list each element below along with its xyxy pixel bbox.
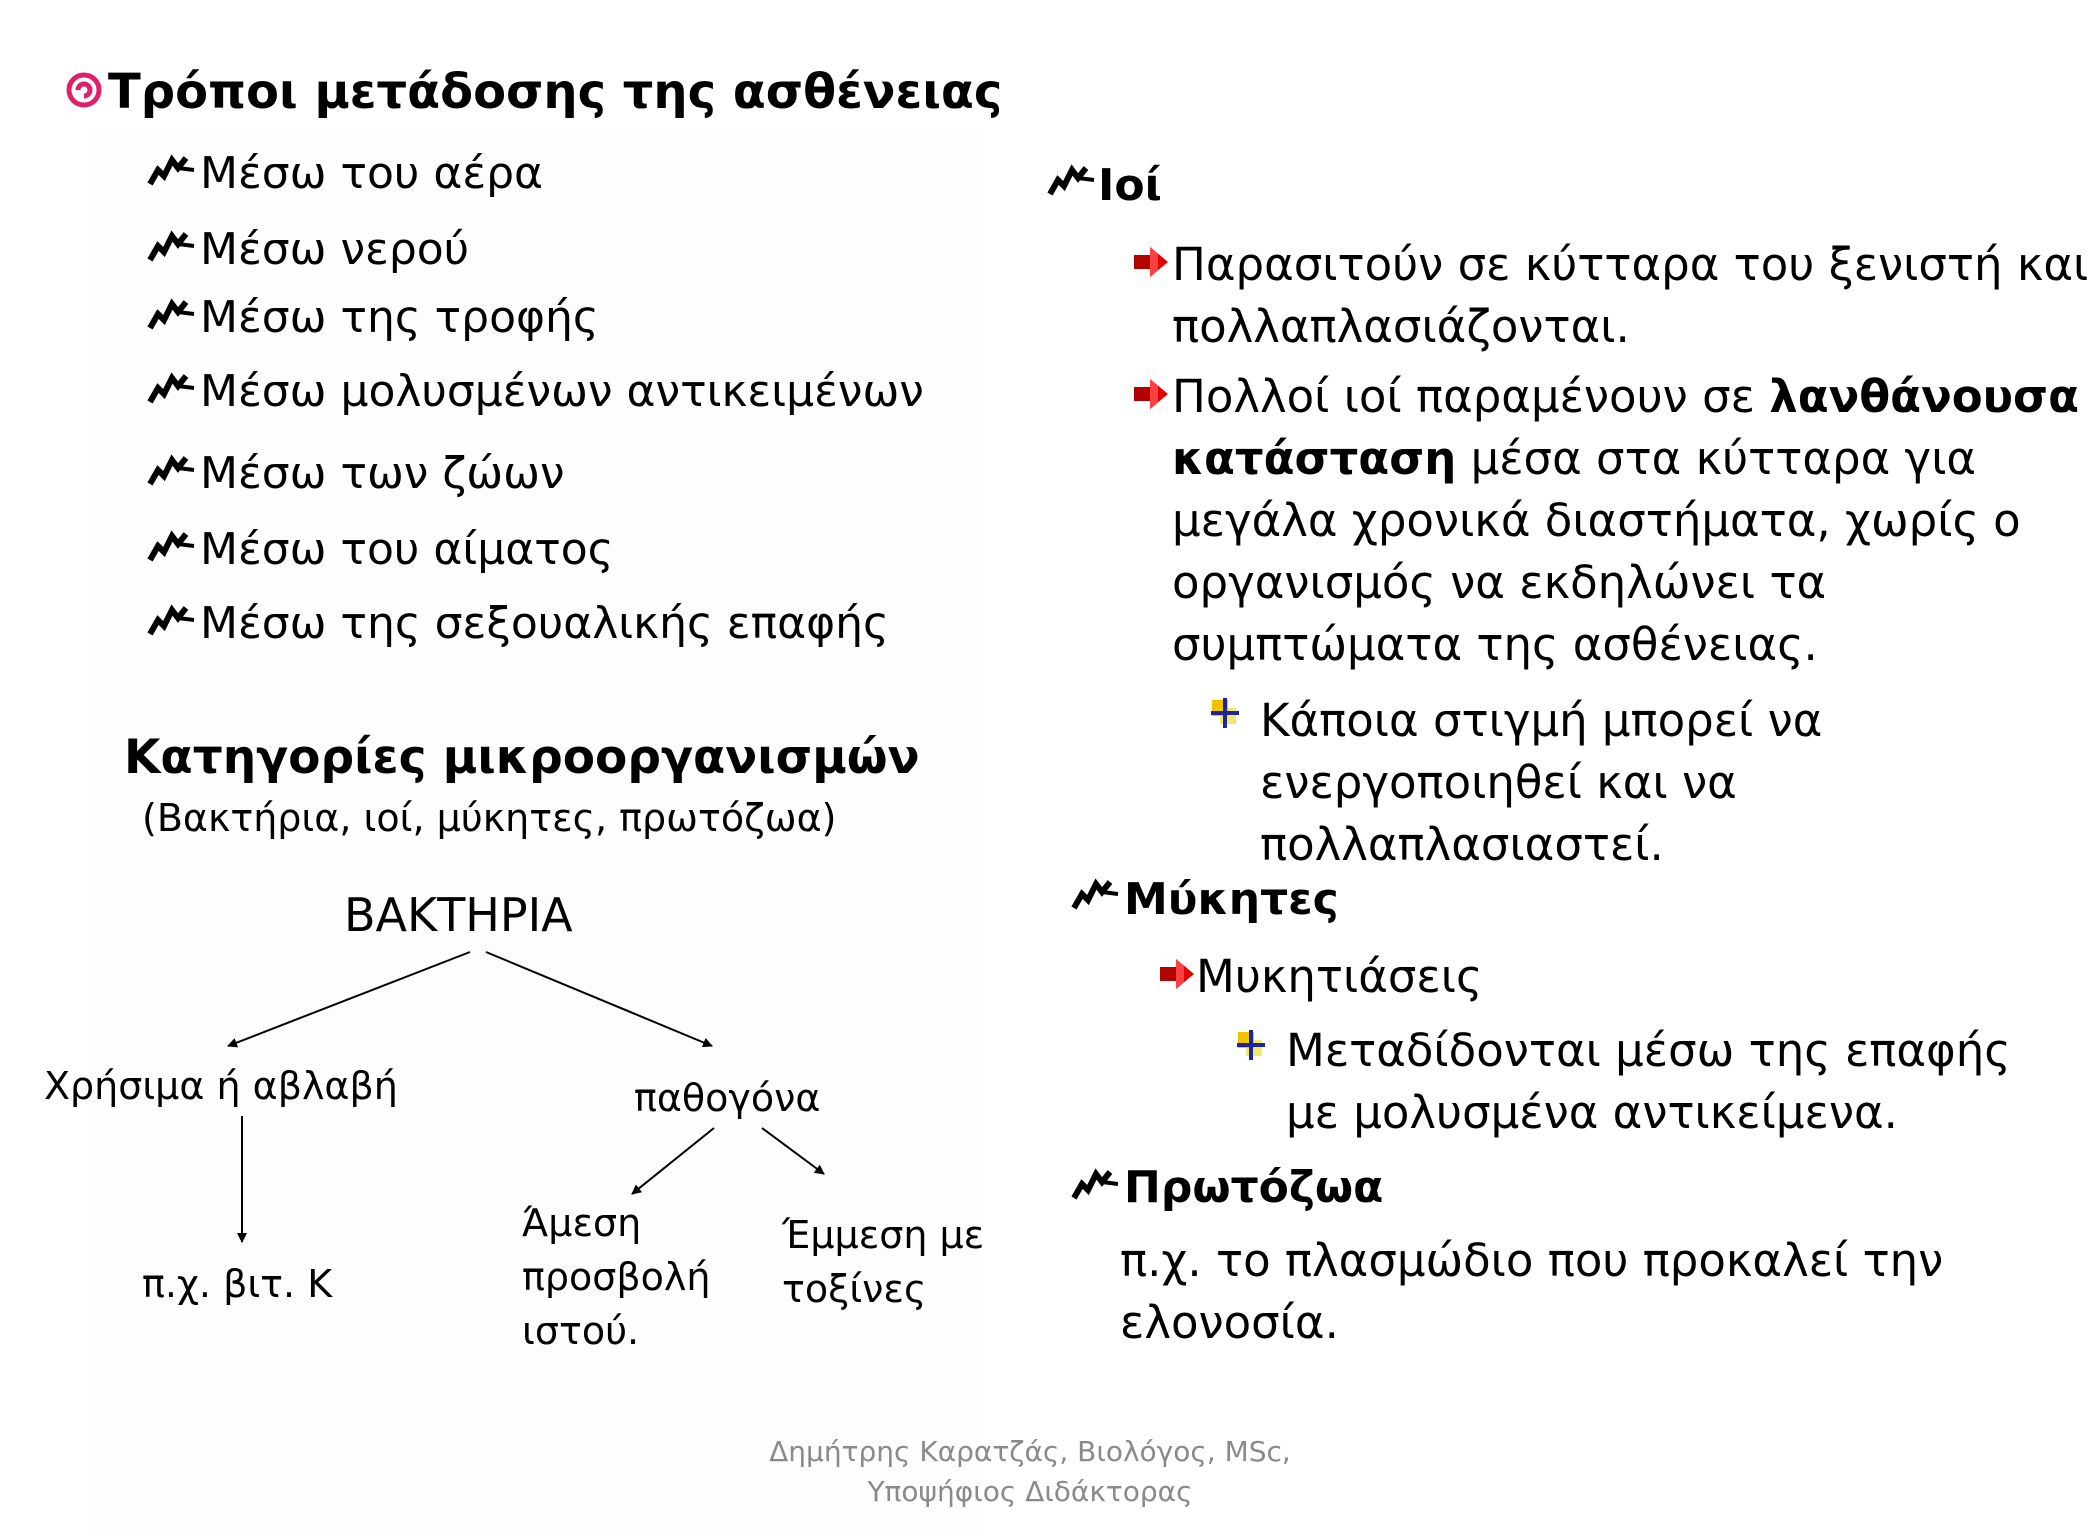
diagram-example: π.χ. βιτ. Κ bbox=[142, 1262, 333, 1306]
transmission-item: Μέσω του αέρα bbox=[200, 148, 544, 199]
transmission-item: Μέσω νερού bbox=[200, 224, 470, 275]
protozoa-heading: Πρωτόζωα bbox=[1124, 1162, 1384, 1213]
diagram-arrows bbox=[0, 0, 1003, 1400]
diagram-indirect: Έμμεση με τοξίνες bbox=[782, 1213, 985, 1311]
viruses-point-1: Παρασιτούν σε κύτταρα του ξενιστή και πολλαπλασιάζονται. bbox=[1172, 238, 2088, 353]
diagram-pathogenic: παθογόνα bbox=[634, 1076, 821, 1120]
categories-heading: Κατηγορίες μικροοργανισμών bbox=[124, 730, 920, 785]
red-arrow-bullet-icon bbox=[1134, 378, 1170, 410]
diagram-useful: Χρήσιμα ή αβλαβή bbox=[44, 1064, 398, 1108]
transmission-title: Τρόποι μετάδοσης της ασθένειας bbox=[108, 64, 1003, 120]
arrow-to-useful bbox=[228, 952, 470, 1046]
arrow-to-indirect bbox=[762, 1128, 824, 1174]
transmission-item: Μέσω της τροφής bbox=[200, 292, 599, 343]
scribble-bullet-icon bbox=[1048, 164, 1098, 200]
plus-bullet-icon bbox=[1236, 1030, 1266, 1060]
arrow-to-direct bbox=[632, 1128, 714, 1194]
red-arrow-bullet-icon bbox=[1134, 246, 1170, 278]
arrow-to-pathogenic bbox=[486, 952, 712, 1046]
viruses-point-2: Πολλοί ιοί παραμένουν σε λανθάνουσα κατάσταση μέσα στα κύτταρα για μεγάλα χρονικά διαστήματα, χωρίς ο οργανισμός να εκδηλώνει τα συμπτώματα της ασθένειας. bbox=[1172, 370, 2080, 671]
diagram-root: ΒΑΚΤΗΡΙΑ bbox=[344, 888, 573, 942]
transmission-item: Μέσω των ζώων bbox=[200, 448, 565, 499]
fungi-point-1: Μυκητιάσεις bbox=[1196, 950, 1483, 1003]
transmission-item: Μέσω του αίματος bbox=[200, 524, 614, 575]
viruses-heading: Ιοί bbox=[1098, 160, 1162, 211]
transmission-item: Μέσω μολυσμένων αντικειμένων bbox=[200, 366, 924, 417]
red-arrow-bullet-icon bbox=[1160, 958, 1196, 990]
scribble-bullet-icon bbox=[1072, 878, 1122, 914]
viruses-subpoint: Κάποια στιγμή μπορεί να ενεργοποιηθεί και να πολλαπλασιαστεί. bbox=[1260, 694, 1823, 871]
protozoa-text: π.χ. το πλασμώδιο που προκαλεί την ελονοσία. bbox=[1120, 1234, 1944, 1349]
diagram-direct: Άμεση προσβολή ιστού. bbox=[522, 1201, 711, 1353]
plus-bullet-icon bbox=[1210, 698, 1240, 728]
fungi-heading: Μύκητες bbox=[1124, 874, 1339, 925]
categories-subtitle: (Βακτήρια, ιοί, μύκητες, πρωτόζωα) bbox=[142, 796, 837, 840]
scribble-bullet-icon bbox=[1072, 1168, 1122, 1204]
transmission-item: Μέσω της σεξουαλικής επαφής bbox=[200, 598, 889, 649]
fungi-subpoint: Μεταδίδονται μέσω της επαφής με μολυσμένα αντικείμενα. bbox=[1286, 1024, 2011, 1139]
footer-credit: Δημήτρης Καρατζάς, Βιολόγος, MSc, Υποψήφιος Διδάκτορας bbox=[769, 1435, 1291, 1508]
